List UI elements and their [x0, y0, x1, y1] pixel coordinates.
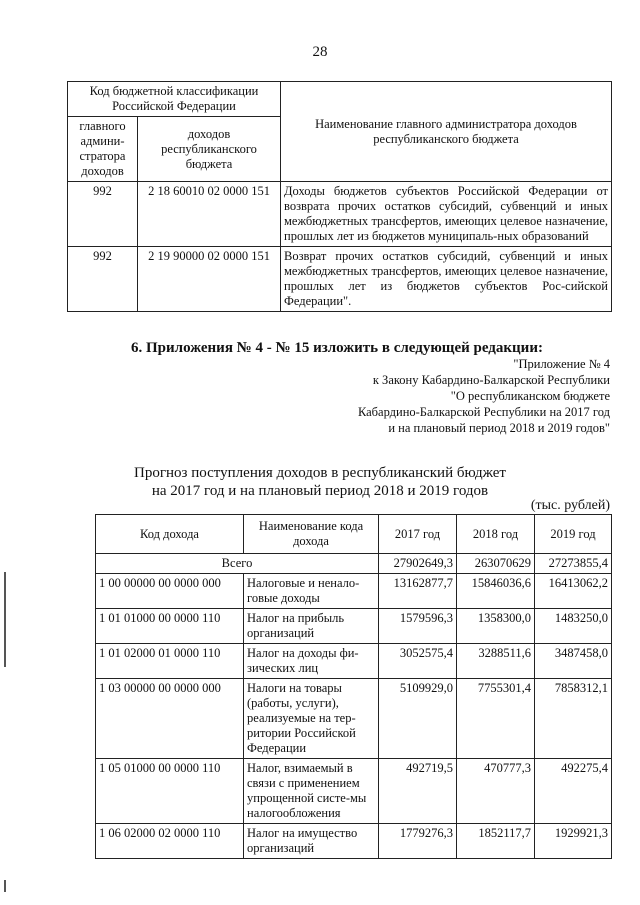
value-2018-cell: 15846036,6	[457, 574, 535, 609]
income-code-cell: 1 03 00000 00 0000 000	[96, 679, 244, 759]
appendix-line: и на плановый период 2018 и 2019 годов"	[388, 421, 610, 435]
header-admin-cell: главного админи-стратора доходов	[68, 117, 138, 182]
income-name-cell: Налоги на товары (работы, услуги), реализуемые на тер-ритории Российской Федерации	[244, 679, 379, 759]
value-2019-cell: 27273855,4	[535, 554, 612, 574]
header-income-cell: доходов республиканского бюджета	[138, 117, 281, 182]
income-code-cell: 1 00 00000 00 0000 000	[96, 574, 244, 609]
admin-code-cell: 992	[68, 247, 138, 312]
table-header-row	[96, 515, 612, 554]
scan-margin-mark	[4, 572, 6, 667]
document-title	[0, 464, 640, 500]
table-row	[96, 679, 612, 759]
value-2019-cell: 1483250,0	[535, 609, 612, 644]
value-2017-cell: 1779276,3	[379, 824, 457, 859]
value-2019-cell: 1929921,3	[535, 824, 612, 859]
header-name-cell: Наименование главного администратора доходов республиканского бюджета	[281, 82, 612, 182]
value-2018-cell: 3288511,6	[457, 644, 535, 679]
table-row	[68, 247, 612, 312]
income-code-cell: 2 19 90000 02 0000 151	[138, 247, 281, 312]
admin-code-cell: 992	[68, 182, 138, 247]
value-2018-cell: 1358300,0	[457, 609, 535, 644]
table-row	[96, 824, 612, 859]
appendix-line: к Закону Кабардино-Балкарской Республики	[372, 373, 610, 387]
units-label: (тыс. рублей)	[530, 498, 610, 513]
value-2018-cell: 1852117,7	[457, 824, 535, 859]
table-row	[96, 644, 612, 679]
header-group-cell: Код бюджетной классификации Российской Федерации	[68, 82, 281, 117]
appendix-line: Кабардино-Балкарской Республики на 2017 год	[357, 405, 610, 419]
income-name-cell: Налог на прибыль организаций	[244, 609, 379, 644]
income-name-cell: Налог на имущество организаций	[244, 824, 379, 859]
income-name-cell: Доходы бюджетов субъектов Российской Федерации от возврата прочих остатков субсидий, субвенций и иных межбюджетных трансфертов, имеющих целевое назначение, прошлых лет из бюджетов муниципаль-ных образований	[281, 182, 612, 247]
appendix-line: "О республиканском бюджете	[450, 389, 610, 403]
value-2017-cell: 5109929,0	[379, 679, 457, 759]
income-code-cell: 1 05 01000 00 0000 110	[96, 759, 244, 824]
title-line: на 2017 год и на плановый период 2018 и 2019 годов	[151, 483, 489, 499]
header-2018-cell: 2018 год	[457, 515, 535, 554]
table-row	[68, 182, 612, 247]
value-2017-cell: 3052575,4	[379, 644, 457, 679]
page-number: 28	[312, 44, 328, 60]
value-2018-cell: 7755301,4	[457, 679, 535, 759]
income-code-cell: 2 18 60010 02 0000 151	[138, 182, 281, 247]
header-2019-cell: 2019 год	[535, 515, 612, 554]
table-header-row	[68, 82, 612, 117]
value-2018-cell: 263070629	[457, 554, 535, 574]
scan-margin-mark	[4, 880, 6, 892]
value-2019-cell: 3487458,0	[535, 644, 612, 679]
income-name-cell: Налоговые и ненало-говые доходы	[244, 574, 379, 609]
table-row	[96, 609, 612, 644]
classification-table	[67, 81, 612, 312]
value-2017-cell: 27902649,3	[379, 554, 457, 574]
value-2017-cell: 492719,5	[379, 759, 457, 824]
revenue-forecast-table	[95, 514, 612, 859]
value-2017-cell: 13162877,7	[379, 574, 457, 609]
income-code-cell: 1 06 02000 02 0000 110	[96, 824, 244, 859]
table-row	[96, 574, 612, 609]
title-line: Прогноз поступления доходов в республиканский бюджет	[134, 465, 506, 481]
value-2018-cell: 470777,3	[457, 759, 535, 824]
appendix-heading	[310, 356, 610, 436]
total-row	[96, 554, 612, 574]
value-2019-cell: 7858312,1	[535, 679, 612, 759]
value-2019-cell: 492275,4	[535, 759, 612, 824]
item-6-heading: 6. Приложения № 4 - № 15 изложить в следующей редакции:	[131, 340, 543, 356]
table-row	[96, 759, 612, 824]
value-2019-cell: 16413062,2	[535, 574, 612, 609]
header-code-cell: Код дохода	[96, 515, 244, 554]
income-name-cell: Налог, взимаемый в связи с применением упрощенной систе-мы налогообложения	[244, 759, 379, 824]
appendix-line: "Приложение № 4	[513, 357, 610, 371]
income-code-cell: 1 01 01000 00 0000 110	[96, 609, 244, 644]
header-2017-cell: 2017 год	[379, 515, 457, 554]
income-name-cell: Налог на доходы фи-зических лиц	[244, 644, 379, 679]
income-name-cell: Возврат прочих остатков субсидий, субвенций и иных межбюджетных трансфертов, имеющих целевое назначение, прошлых лет из бюджетов субъектов Рос-сийской Федерации".	[281, 247, 612, 312]
total-label-cell: Всего	[96, 554, 379, 574]
income-code-cell: 1 01 02000 01 0000 110	[96, 644, 244, 679]
value-2017-cell: 1579596,3	[379, 609, 457, 644]
header-name-cell: Наименование кода дохода	[244, 515, 379, 554]
